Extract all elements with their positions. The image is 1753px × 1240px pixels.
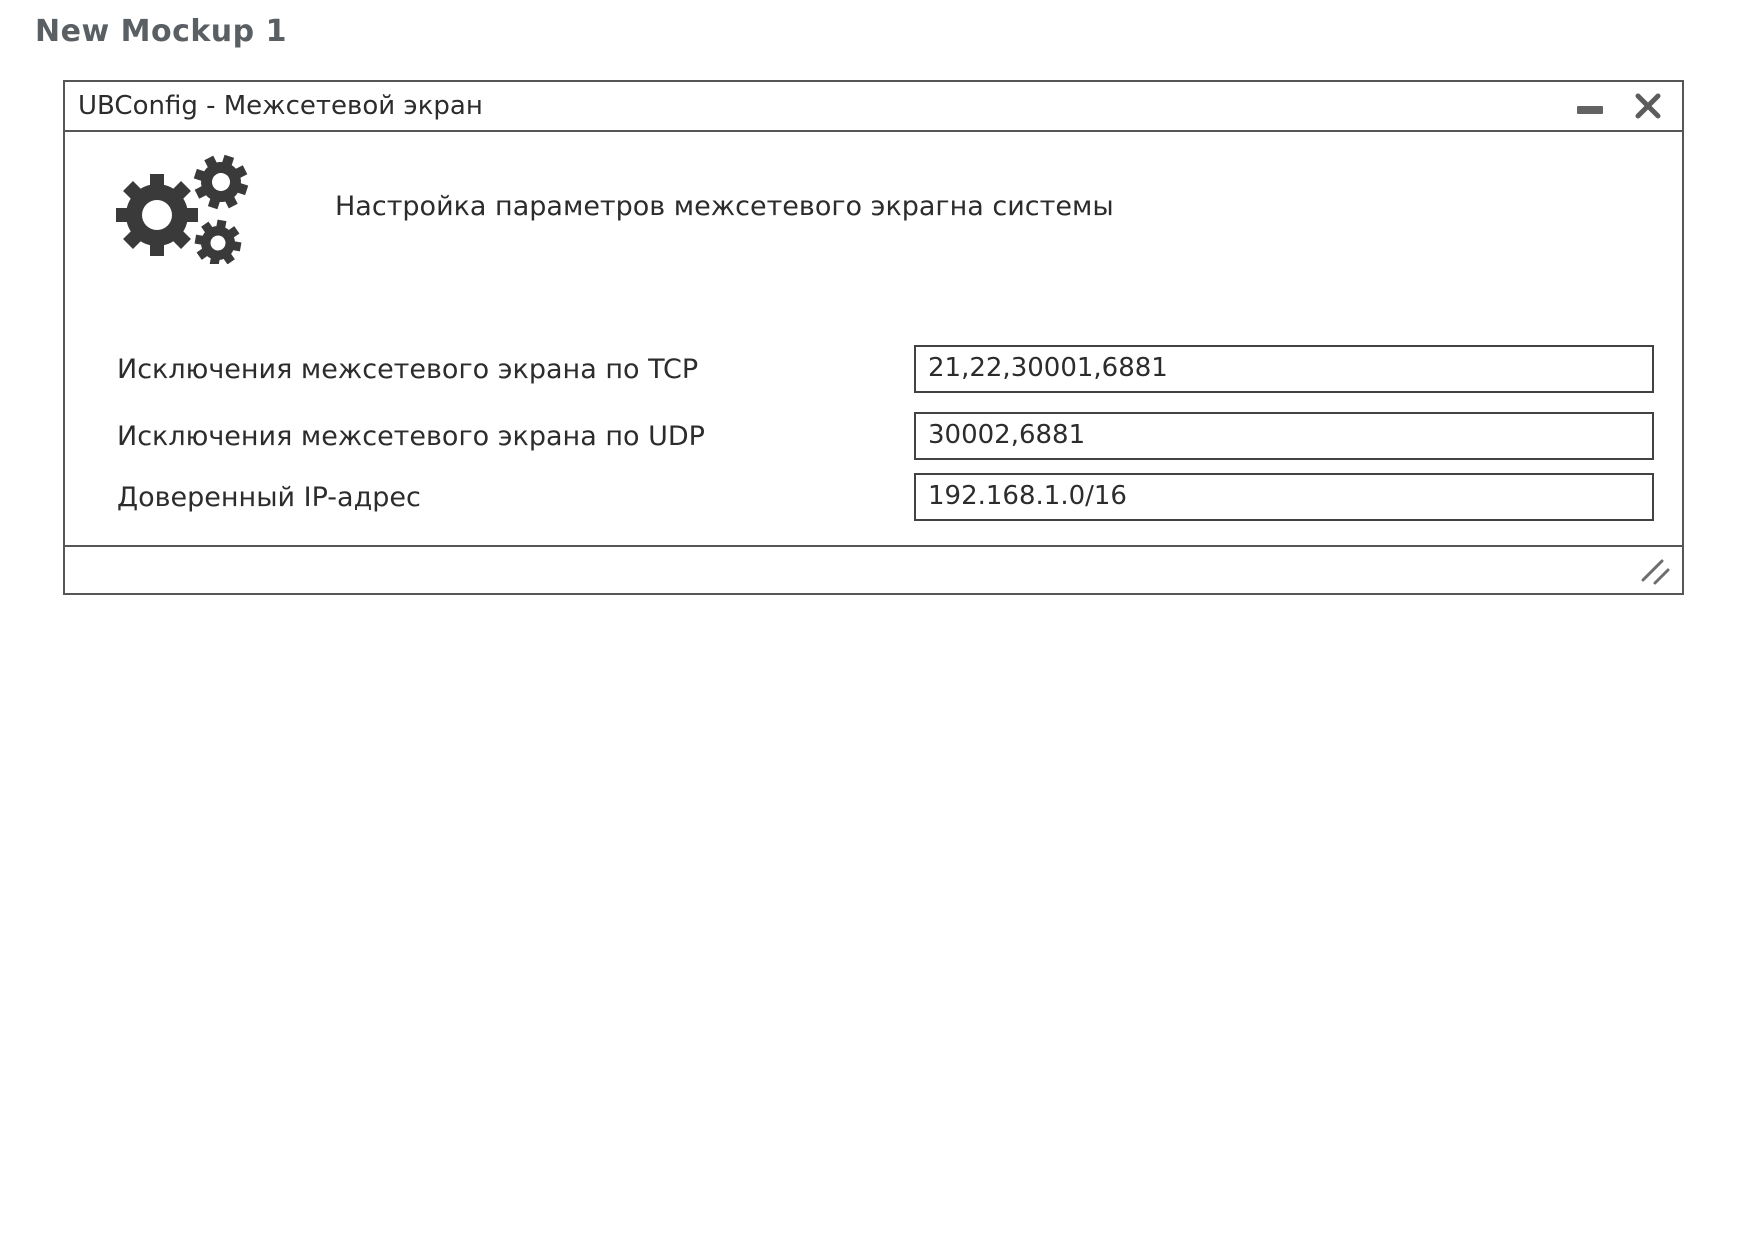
- window-titlebar: [65, 82, 1682, 132]
- page-title: New Mockup 1: [35, 14, 287, 49]
- close-button[interactable]: [1632, 90, 1664, 122]
- window-controls: [1574, 82, 1664, 130]
- window-description: Настройка параметров межсетевого экрагна системы: [335, 190, 1114, 222]
- trusted-ip-input[interactable]: [914, 473, 1654, 521]
- minimize-button[interactable]: [1574, 90, 1606, 122]
- field-row-trusted-ip: [65, 473, 1682, 521]
- trusted-ip-label: Доверенный IP-адрес: [117, 481, 421, 513]
- field-row-udp: [65, 412, 1682, 460]
- resize-grip-icon[interactable]: [1640, 555, 1674, 587]
- window-statusbar: [65, 545, 1682, 593]
- minimize-icon: [1577, 106, 1603, 114]
- tcp-exceptions-input[interactable]: [914, 345, 1654, 393]
- close-icon: [1633, 91, 1663, 121]
- field-row-tcp: [65, 345, 1682, 393]
- udp-exceptions-label: Исключения межсетевого экрана по UDP: [117, 420, 705, 452]
- gears-icon: [107, 152, 259, 264]
- window-title: UBConfig - Межсетевой экран: [78, 91, 483, 121]
- udp-exceptions-input[interactable]: [914, 412, 1654, 460]
- tcp-exceptions-label: Исключения межсетевого экрана по TCP: [117, 353, 699, 385]
- window-header: [107, 152, 1114, 264]
- ubconfig-window: [63, 80, 1684, 595]
